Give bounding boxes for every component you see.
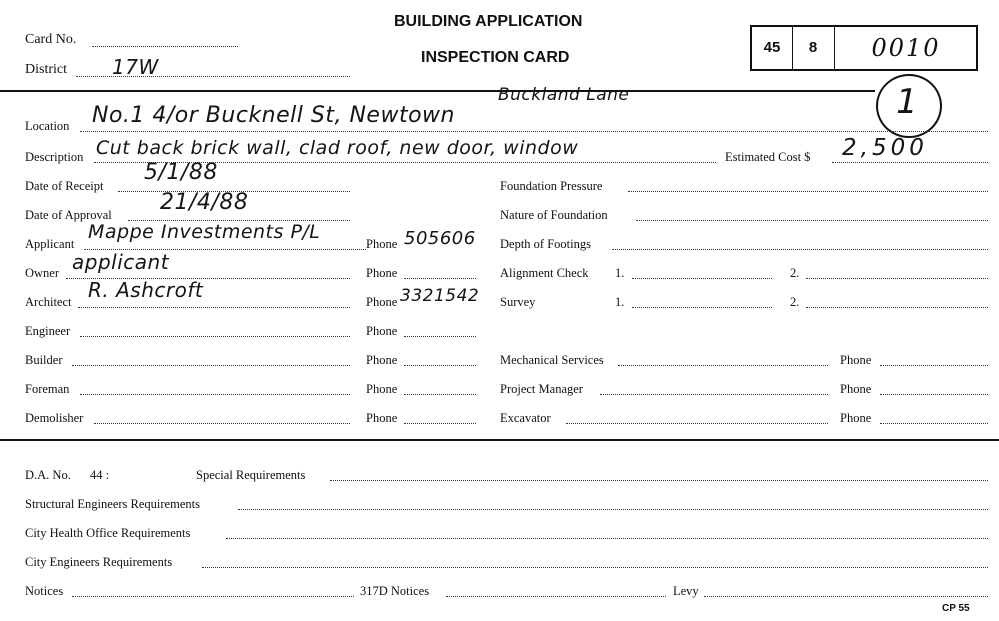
survey-line2 bbox=[806, 307, 988, 308]
demolisher-phone-line bbox=[404, 423, 476, 424]
survey-n2: 2. bbox=[790, 295, 800, 309]
card-number-part3: 0010 bbox=[871, 34, 941, 62]
district-value: 17W bbox=[112, 55, 159, 79]
applicant-value: Mappe Investments P/L bbox=[88, 221, 321, 243]
survey-line1 bbox=[632, 307, 772, 308]
project-manager-line bbox=[600, 394, 828, 395]
architect-label: Architect bbox=[25, 295, 72, 309]
applicant-phone-label: Phone bbox=[366, 237, 398, 251]
card-number-part2: 8 bbox=[792, 27, 835, 69]
builder-phone-line bbox=[404, 365, 476, 366]
survey-label: Survey bbox=[500, 295, 536, 309]
excavator-phone-label: Phone bbox=[840, 411, 872, 425]
estimated-cost-value: 2,500 bbox=[842, 135, 928, 161]
alignment-check-n2: 2. bbox=[790, 266, 800, 280]
architect-phone-label: Phone bbox=[366, 295, 398, 309]
city-engineers-line bbox=[202, 567, 988, 568]
alignment-check-line2 bbox=[806, 278, 988, 279]
owner-phone-line bbox=[404, 278, 476, 279]
notices-317d-label: 317D Notices bbox=[360, 584, 430, 598]
da-no-value: 44 : bbox=[90, 468, 110, 482]
owner-label: Owner bbox=[25, 266, 60, 280]
health-requirements-line bbox=[226, 538, 988, 539]
health-requirements-label: City Health Office Requirements bbox=[25, 526, 191, 540]
form-code: CP 55 bbox=[942, 603, 970, 614]
location-note: Buckland Lane bbox=[498, 85, 630, 105]
da-no-label: D.A. No. bbox=[25, 468, 71, 482]
excavator-phone-line bbox=[880, 423, 988, 424]
foreman-phone-line bbox=[404, 394, 476, 395]
architect-phone: 3321542 bbox=[400, 286, 480, 306]
builder-phone-label: Phone bbox=[366, 353, 398, 367]
excavator-label: Excavator bbox=[500, 411, 551, 425]
architect-line bbox=[78, 307, 350, 308]
notices-317d-line bbox=[446, 596, 666, 597]
owner-value: applicant bbox=[72, 250, 170, 274]
mechanical-services-phone-label: Phone bbox=[840, 353, 872, 367]
owner-phone-label: Phone bbox=[366, 266, 398, 280]
mechanical-services-line bbox=[618, 365, 828, 366]
card-number-part1: 45 bbox=[752, 27, 793, 69]
circled-number-value: 1 bbox=[896, 82, 919, 122]
date-receipt-value: 5/1/88 bbox=[144, 160, 218, 185]
mechanical-services-phone-line bbox=[880, 365, 988, 366]
excavator-line bbox=[566, 423, 828, 424]
top-divider bbox=[0, 90, 875, 92]
date-approval-label: Date of Approval bbox=[25, 208, 112, 222]
builder-label: Builder bbox=[25, 353, 63, 367]
foreman-line bbox=[80, 394, 350, 395]
foundation-pressure-line bbox=[628, 191, 988, 192]
date-receipt-label: Date of Receipt bbox=[25, 179, 104, 193]
project-manager-label: Project Manager bbox=[500, 382, 583, 396]
structural-requirements-label: Structural Engineers Requirements bbox=[25, 497, 200, 511]
demolisher-phone-label: Phone bbox=[366, 411, 398, 425]
card-no-label: Card No. bbox=[25, 32, 77, 47]
structural-requirements-line bbox=[238, 509, 988, 510]
levy-label: Levy bbox=[673, 584, 699, 598]
notices-label: Notices bbox=[25, 584, 64, 598]
form-subtitle: INSPECTION CARD bbox=[421, 49, 570, 66]
applicant-phone: 505606 bbox=[404, 228, 476, 249]
location-label: Location bbox=[25, 119, 70, 133]
location-line bbox=[80, 131, 988, 132]
nature-foundation-line bbox=[636, 220, 988, 221]
alignment-check-n1: 1. bbox=[615, 266, 625, 280]
alignment-check-line1 bbox=[632, 278, 772, 279]
engineer-label: Engineer bbox=[25, 324, 71, 338]
card-number-box bbox=[750, 25, 978, 71]
notices-line bbox=[72, 596, 354, 597]
form-title: BUILDING APPLICATION bbox=[394, 13, 583, 30]
depth-footings-label: Depth of Footings bbox=[500, 237, 591, 251]
nature-foundation-label: Nature of Foundation bbox=[500, 208, 608, 222]
mechanical-services-label: Mechanical Services bbox=[500, 353, 604, 367]
middle-divider bbox=[0, 439, 999, 441]
estimated-cost-line bbox=[832, 162, 988, 163]
project-manager-phone-label: Phone bbox=[840, 382, 872, 396]
foundation-pressure-label: Foundation Pressure bbox=[500, 179, 603, 193]
description-label: Description bbox=[25, 150, 84, 164]
card-no-line bbox=[92, 46, 238, 47]
demolisher-label: Demolisher bbox=[25, 411, 84, 425]
city-engineers-label: City Engineers Requirements bbox=[25, 555, 173, 569]
levy-line bbox=[704, 596, 988, 597]
district-label: District bbox=[25, 62, 67, 77]
survey-n1: 1. bbox=[615, 295, 625, 309]
special-requirements-label: Special Requirements bbox=[196, 468, 306, 482]
date-approval-value: 21/4/88 bbox=[160, 190, 249, 215]
alignment-check-label: Alignment Check bbox=[500, 266, 589, 280]
location-value: No.1 4/or Bucknell St, Newtown bbox=[92, 103, 455, 128]
depth-footings-line bbox=[612, 249, 988, 250]
engineer-phone-line bbox=[404, 336, 476, 337]
special-requirements-line bbox=[330, 480, 988, 481]
builder-line bbox=[72, 365, 350, 366]
architect-value: R. Ashcroft bbox=[88, 278, 204, 302]
description-value: Cut back brick wall, clad roof, new door, window bbox=[96, 137, 579, 159]
project-manager-phone-line bbox=[880, 394, 988, 395]
engineer-line bbox=[80, 336, 350, 337]
foreman-phone-label: Phone bbox=[366, 382, 398, 396]
applicant-label: Applicant bbox=[25, 237, 75, 251]
engineer-phone-label: Phone bbox=[366, 324, 398, 338]
estimated-cost-label: Estimated Cost $ bbox=[725, 150, 811, 164]
foreman-label: Foreman bbox=[25, 382, 70, 396]
demolisher-line bbox=[94, 423, 350, 424]
